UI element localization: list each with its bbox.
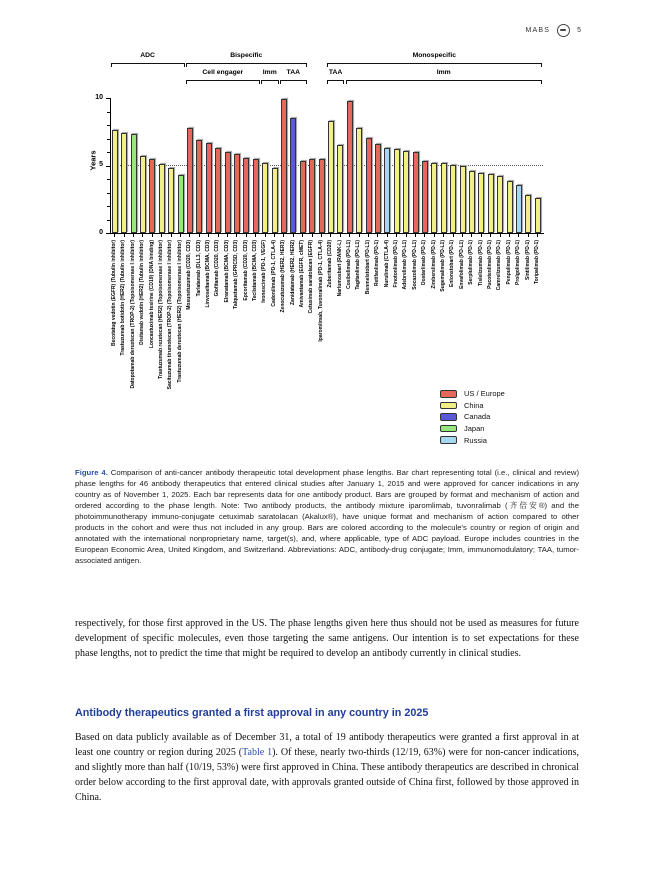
bar [384, 148, 390, 233]
bar-label: Elranatamab (BCMA, CD3) [223, 240, 230, 303]
bar-label: Datopotamab deruxtecan (TROP-2) (Topoisomerase I inhibitor) [129, 240, 136, 389]
x-tick [227, 234, 228, 237]
bar-label: Zenocutuzumab (HER2, HER3) [280, 240, 287, 313]
bar [206, 143, 212, 233]
x-tick [218, 234, 219, 237]
bar [347, 101, 353, 233]
x-tick [302, 234, 303, 237]
x-tick [537, 234, 538, 237]
legend-label: Japan [464, 424, 485, 434]
x-tick [415, 234, 416, 237]
bar-label: Epcoritamab (CD20, CD3) [242, 240, 249, 301]
bar [243, 158, 249, 233]
x-tick [340, 234, 341, 237]
body-paragraph-2-text-before: Based on data publicly available as of December 31, a total of 19 antibody therapeutics were granted a first approval in at least one country or region during 2025 ( [75, 732, 579, 758]
bar-label: Trastuzumab deruxtecan (HER2) (Topoisomerase I inhibitor) [176, 240, 183, 383]
legend-item [440, 400, 505, 412]
bar [507, 181, 513, 233]
bar-label: Camrelizumab (PD-1) [496, 240, 503, 291]
group-bracket [346, 80, 542, 85]
bar-label: Cadonilimab (PD-1, CTLA-4) [270, 240, 277, 307]
x-tick [199, 234, 200, 237]
legend-swatch [440, 436, 457, 444]
bar-label: Narlumosbart (RANK-L) [336, 240, 343, 297]
bar [300, 161, 306, 233]
x-tick [246, 234, 247, 237]
bar [253, 159, 259, 233]
x-tick [509, 234, 510, 237]
x-tick [368, 234, 369, 237]
y-tick-label: 10 [95, 93, 103, 101]
chart-legend [440, 388, 505, 446]
bar-label: Linvoseltamab (BCMA, CD3) [204, 240, 211, 308]
bar [309, 159, 315, 233]
x-tick [114, 234, 115, 237]
bar [121, 133, 127, 233]
bar [403, 151, 409, 233]
table-1-link[interactable]: Table 1 [242, 747, 273, 758]
x-tick [255, 234, 256, 237]
bar-label: Becotatug vedotin (EGFR) (Tubulin inhibitor) [110, 240, 117, 347]
x-tick [152, 234, 153, 237]
bar [375, 144, 381, 233]
figure-caption-text: Comparison of anti-cancer antibody therapeutic total development phase lengths. Bar chart representing total (i.e., clinical and review) phase lengths for 46 antibody therapeutics that entered clinical studies after January 1, 2015 and were approved for cancer indications in any country as of November 1, 2025. Each bar represents data for one antibody product. Bars are grouped by format and mechanism of action and ordered according to the phase length. Note: Two antibody products, the antibody mixture iparomlimab, tuvonralimab (齐倍安®) and the photoimmunotherapy immuno-conjugate cetuximab saratolacan (Akalux®), have unique format and mechanism of action compared to other products in the cohort and were thus not included in any group. Bars are colored according to the molecule's country or region of origin and annotated with the international nonproprietary name, target(s), and, where applicable, type of ADC payload. Europe includes countries in the European Economic Area, United Kingdom, and Switzerland. Abbreviations: ADC, antibody-drug conjugate; Imm, immunomodulatory; TAA, tumor-associated antigen. [75, 468, 580, 565]
x-tick [349, 234, 350, 237]
figure-caption-label: Figure 4. [75, 468, 108, 477]
bar-label: Teclistamab (BCMA, CD3) [251, 240, 258, 302]
legend-item [440, 434, 505, 446]
x-tick [396, 234, 397, 237]
bar [469, 171, 475, 233]
legend-item [440, 423, 505, 435]
bar [497, 176, 503, 233]
group-bracket [327, 80, 345, 85]
bar [460, 166, 466, 234]
page-header [525, 24, 581, 37]
x-tick [387, 234, 388, 237]
bar-label: Iparomlimab, Tuvonralimab (PD-1, CTLA-4) [317, 240, 324, 342]
group-label: Monospecific [412, 52, 456, 59]
bar-label: Loncastuximab tesirine (CD19) (DNA binding) [148, 240, 155, 349]
body-paragraph-1: respectively, for those first approved in the US. The phase lengths given here thus should not be used as measures for future development of specific molecules, even those targeting the same antigens. Our intention is to set expectations for these phase lengths, not to predict the time that might be required to develop an antibody currently in clinical studies. [75, 618, 579, 659]
bar-label: Socazolimab (PD-L1) [411, 240, 418, 290]
body-paragraph-2-text-after: ). Of these, nearly two-thirds (12/19, 63%) were for non-cancer indications, and slightly more than half (10/19, 53%) were first approved in China. These antibody therapeutics are described in chronical order below according to the first approval date, with approvals granted outside of China first, followed by those approved in China. [75, 747, 579, 803]
x-tick [208, 234, 209, 237]
bar-label: Tislelizumab (PD-1) [477, 240, 484, 287]
bar [262, 163, 268, 233]
bar [272, 168, 278, 233]
bar-label: Enlonstobart (PD-1) [449, 240, 456, 287]
x-tick [481, 234, 482, 237]
x-tick [133, 234, 134, 237]
bar-label: Zimberelimab (PD-1) [430, 240, 437, 289]
legend-label: Russia [464, 435, 487, 445]
bar-label: Mosunetuzumab (CD20, CD3) [186, 240, 193, 310]
bar [337, 145, 343, 233]
legend-label: China [464, 400, 484, 410]
x-tick [283, 234, 284, 237]
y-tick [107, 139, 110, 140]
bar [441, 163, 447, 233]
y-tick [107, 125, 110, 126]
bar [159, 164, 165, 233]
x-tick [453, 234, 454, 237]
bar-label: Ivonescimab (PD-1, VEGF) [261, 240, 268, 303]
page-number: 5 [577, 27, 581, 34]
x-tick [142, 234, 143, 237]
bar-label: Penpulimab (PD-1) [505, 240, 512, 285]
x-tick [161, 234, 162, 237]
group-bracket [111, 63, 185, 68]
bar-label: Sintilimab (PD-1) [524, 240, 531, 281]
bar [319, 159, 325, 233]
legend-swatch [440, 425, 457, 433]
group-label: Bispecific [230, 52, 263, 59]
x-tick [377, 234, 378, 237]
group-label: TAA [328, 69, 343, 76]
legend-swatch [440, 402, 457, 410]
bar [525, 195, 531, 233]
bar [281, 99, 287, 233]
bar-label: Sugemalimab (PD-L1) [439, 240, 446, 292]
bar-label: Serplulimab (PD-1) [468, 240, 475, 285]
bar [168, 168, 174, 233]
y-tick [107, 206, 110, 207]
x-tick [359, 234, 360, 237]
bar-label: Dostarlimab (PD-1) [421, 240, 428, 286]
bar-label: Glofitamab (CD20, CD3) [214, 240, 221, 297]
legend-swatch [440, 413, 457, 421]
bar [488, 174, 494, 233]
y-tick-label: 5 [99, 161, 103, 168]
x-tick [171, 234, 172, 237]
bar-label: Cetuximab saratolacan (EGFR) [308, 240, 315, 314]
bar-label: Zuberitamab (CD20) [327, 240, 334, 288]
bar [366, 138, 372, 233]
legend-item [440, 388, 505, 400]
journal-title: MABS [525, 27, 551, 34]
bar-label: Adebrelimab (PD-L1) [402, 240, 409, 290]
x-tick [500, 234, 501, 237]
bar-label: Cosibelimab (PD-L1) [345, 240, 352, 289]
group-label: TAA [286, 69, 301, 76]
group-label: Imm [262, 69, 277, 76]
group-bracket [186, 63, 307, 68]
x-tick [180, 234, 181, 237]
x-tick [443, 234, 444, 237]
bar-label: Amivantamab (EGFR, cMET) [298, 240, 305, 308]
legend-item [440, 411, 505, 423]
bar [225, 152, 231, 233]
x-tick [424, 234, 425, 237]
bar [328, 121, 334, 233]
x-tick [462, 234, 463, 237]
bar [178, 175, 184, 233]
bar-label: Retifanlimab (PD-1) [374, 240, 381, 287]
x-tick [434, 234, 435, 237]
x-tick [274, 234, 275, 237]
bar [450, 165, 456, 233]
legend-label: Canada [464, 412, 491, 422]
section-heading: Antibody therapeutics granted a first approval in any country in 2025 [75, 707, 429, 719]
figure-caption [75, 468, 579, 566]
bar [112, 130, 118, 233]
bar [478, 173, 484, 233]
x-tick [312, 234, 313, 237]
group-bracket [327, 63, 542, 68]
x-tick [528, 234, 529, 237]
x-tick [265, 234, 266, 237]
y-tick [106, 166, 111, 167]
legend-swatch [440, 390, 457, 398]
y-tick [107, 152, 110, 153]
bar-label: Envafolimab (PD-L1) [458, 240, 465, 289]
group-bracket [280, 80, 307, 85]
group-label: ADC [140, 52, 155, 59]
group-label: Cell engager [202, 69, 244, 76]
bar-label: Trastuzumab rezetecan (HER2) (Topoisomerase I inhibitor) [157, 240, 164, 379]
bar [187, 128, 193, 233]
bar-label: Prolgolimab (PD-1) [515, 240, 522, 286]
y-tick [107, 220, 110, 221]
bar [394, 149, 400, 233]
x-tick [490, 234, 491, 237]
bar-label: Pucotenlimab (PD-1) [486, 240, 493, 289]
y-tick [106, 233, 111, 234]
bar [196, 140, 202, 233]
bar-label: Finotonlimab (PD-1) [392, 240, 399, 288]
bar [413, 152, 419, 233]
bar-label: Trastuzumab botidotin (HER2) (Tubulin inhibitor) [120, 240, 127, 356]
bar [215, 148, 221, 233]
legend-label: US / Europe [464, 389, 505, 399]
bar [356, 128, 362, 233]
bar [131, 134, 137, 233]
bar-label: Nurulimab (CTLA-4) [383, 240, 390, 288]
x-tick [124, 234, 125, 237]
y-tick [107, 112, 110, 113]
x-tick [406, 234, 407, 237]
bar [535, 198, 541, 233]
y-tick [106, 98, 111, 99]
x-tick [189, 234, 190, 237]
bar [431, 163, 437, 233]
group-bracket [186, 80, 260, 85]
y-axis-label: Years [88, 150, 98, 171]
bar-label: Benmelstobart (PD-L1) [364, 240, 371, 295]
bar [516, 185, 522, 233]
bar-label: Talquetamab (GPRC5D, CD3) [233, 240, 240, 309]
bar-label: Tarlatamab (DLL3, CD3) [195, 240, 202, 297]
bar-label: Disitamab vedotin (HER2) (Tubulin inhibitor) [139, 240, 146, 345]
body-paragraph-2 [75, 730, 579, 805]
group-label: Imm [436, 69, 451, 76]
bar [140, 156, 146, 233]
bar [149, 159, 155, 233]
x-tick [293, 234, 294, 237]
bar [422, 161, 428, 233]
y-tick-label: 0 [99, 228, 103, 236]
bar-label: Sacituzumab tirumotecan (TROP-2) (Topoisomerase I inhibitor) [167, 240, 174, 390]
x-tick [471, 234, 472, 237]
bar [234, 154, 240, 233]
group-bracket [261, 80, 279, 85]
x-tick [330, 234, 331, 237]
bar-label: Toripalimab (PD-1) [533, 240, 540, 285]
bar-label: Tagitanlimab (PD-L1) [355, 240, 362, 290]
x-tick [321, 234, 322, 237]
bar [290, 118, 296, 233]
figure-4-bar-chart [75, 52, 595, 452]
y-tick [107, 179, 110, 180]
x-tick [236, 234, 237, 237]
x-tick [518, 234, 519, 237]
bar-label: Zanidatamab (HER2, HER2) [289, 240, 296, 306]
y-tick [107, 193, 110, 194]
crossmark-icon[interactable] [557, 24, 570, 37]
